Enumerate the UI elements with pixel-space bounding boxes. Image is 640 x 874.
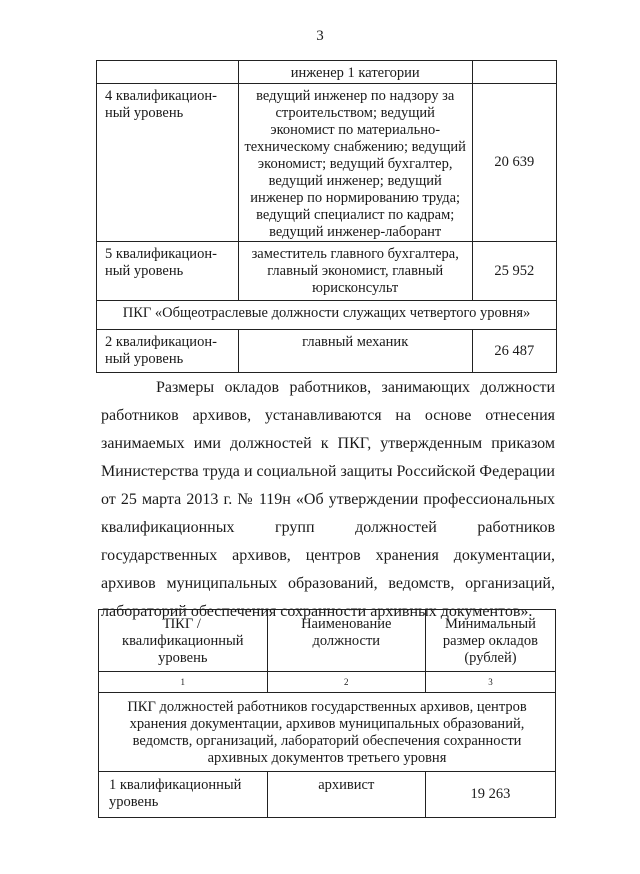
level-cell: 5 квалификацион- ный уровень (97, 242, 239, 301)
group-header-row (97, 301, 557, 330)
table-row (97, 84, 557, 242)
column-number: 3 (425, 672, 555, 693)
position-cell: архивист (267, 772, 425, 818)
salary-table-archives (98, 609, 556, 818)
column-header-position: Наименование должности (267, 610, 425, 672)
table-row (97, 242, 557, 301)
page-number: 3 (316, 28, 324, 44)
table-row (97, 61, 557, 84)
salary-cell: 26 487 (472, 330, 556, 373)
level-cell: 2 квалификацион- ный уровень (97, 330, 239, 373)
body-paragraph (101, 374, 555, 626)
group-header-row (99, 693, 556, 772)
positions-cell: ведущий инженер по надзору за строительством; ведущий экономист по материально-техническому снабжению; ведущий экономист; ведущий бухгалтер, ведущий инженер; ведущий инженер по нормированию труда; ведущий специалист по кадрам; ведущий инженер-лаборант (238, 84, 472, 242)
column-header-salary: Минимальный размер окладов (рублей) (425, 610, 555, 672)
salary-table-general (96, 60, 557, 373)
level-cell: 1 квалификационный уровень (99, 772, 268, 818)
positions-cell: заместитель главного бухгалтера, главный экономист, главный юрисконсульт (238, 242, 472, 301)
group-header: ПКГ «Общеотраслевые должности служащих четвертого уровня» (97, 301, 557, 330)
column-header-level: ПКГ / квалификационный уровень (99, 610, 268, 672)
group-header: ПКГ должностей работников государственных архивов, центров хранения документации, архивов муниципальных образований, ведомств, организаций, лабораторий обеспечения сохранности архивных документов третьего уровня (99, 693, 556, 772)
salary-cell: 19 263 (425, 772, 555, 818)
level-cell: 4 квалификацион- ный уровень (97, 84, 239, 242)
table-row (97, 330, 557, 373)
column-number: 2 (267, 672, 425, 693)
salary-cell (472, 61, 556, 84)
table-row (99, 772, 556, 818)
column-number: 1 (99, 672, 268, 693)
table-header-row (99, 610, 556, 672)
column-number-row (99, 672, 556, 693)
paragraph-text: Размеры окладов работников, занимающих должности работников архивов, устанавливаются на основе отнесения занимаемых ими должностей к ПКГ, утвержденным приказом Министерства труда и социальной защиты Российской Федерации от 25 марта 2013 г. № 119н «Об утверждении профессиональных квалификационных групп должностей работников государственных архивов, центров хранения документации, архивов муниципальных образований, ведомств, организаций, лабораторий обеспечения сохранности архивных документов». (101, 379, 555, 620)
positions-cell: инженер 1 категории (238, 61, 472, 84)
salary-cell: 25 952 (472, 242, 556, 301)
positions-cell: главный механик (238, 330, 472, 373)
salary-cell: 20 639 (472, 84, 556, 242)
level-cell (97, 61, 239, 84)
